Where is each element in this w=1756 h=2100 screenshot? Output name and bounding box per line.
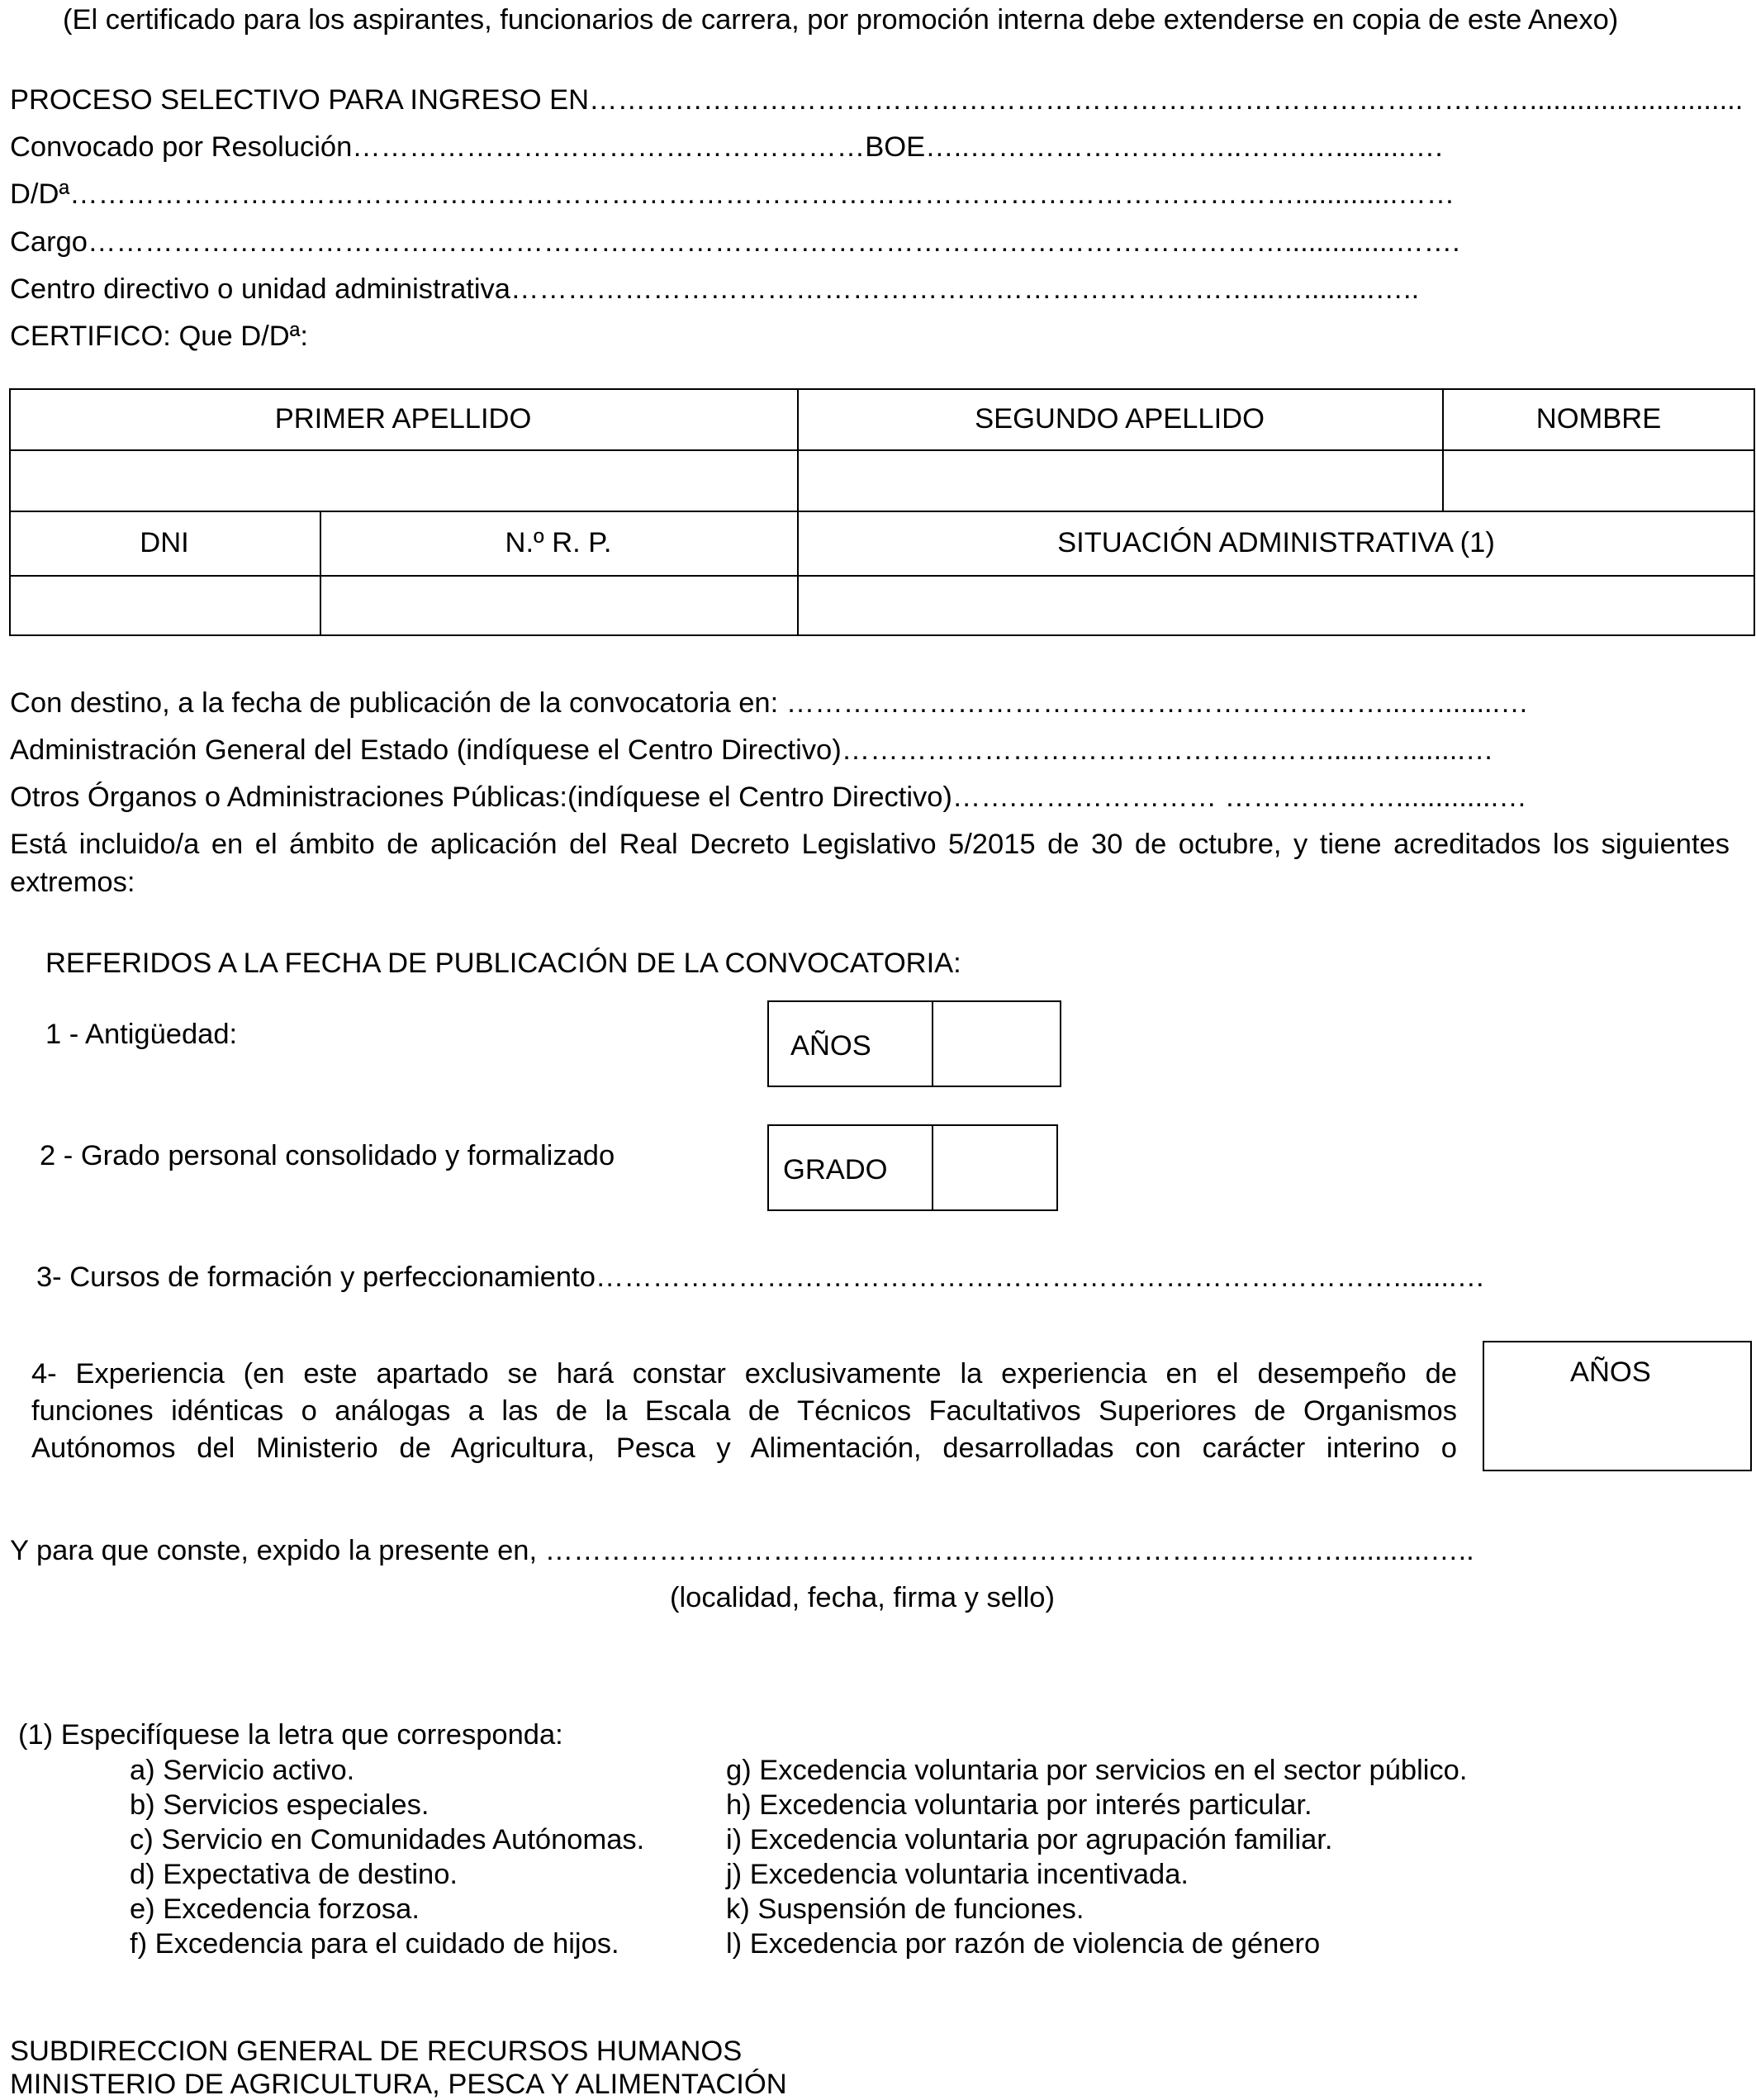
dda-field: D/Dª………………………………………………………………………………………………………………….............…… (10, 178, 1455, 210)
segundo-apellido-cell[interactable] (797, 449, 1442, 511)
nombre-header: NOMBRE (1535, 402, 1662, 435)
situacion-administrativa-header: SITUACIÓN ADMINISTRATIVA (1) (1057, 526, 1495, 558)
incluido-paragraph-line2: extremos: (10, 867, 135, 898)
referidos-title: REFERIDOS A LA FECHA DE PUBLICACIÓN DE LA CONVOCATORIA: (45, 948, 961, 979)
dni-cell[interactable] (9, 575, 320, 636)
experiencia-line3: Autónomos del Ministerio de Agricultura, Pesca y Alimentación, desarrolladas con carácter interino o (31, 1432, 1457, 1464)
primer-apellido-header: PRIMER APELLIDO (274, 402, 532, 435)
list-item: k) Suspensión de funciones. (726, 1893, 1084, 1925)
list-item: a) Servicio activo. (130, 1755, 355, 1786)
list-item: h) Excedencia voluntaria por interés particular. (726, 1789, 1312, 1821)
otros-organos-line: Otros Órganos o Administraciones Públicas:(indíquese el Centro Directivo)…….………………… ……………….............… (10, 782, 1527, 813)
footnote-title: (1) Especifíquese la letra que corresponda: (18, 1719, 563, 1751)
list-item: j) Excedencia voluntaria incentivada. (726, 1859, 1189, 1890)
nombre-cell[interactable] (1442, 449, 1755, 511)
destino-line: Con destino, a la fecha de publicación de la convocatoria en: ………………………………………………………...…........… (10, 687, 1529, 719)
list-item: e) Excedencia forzosa. (130, 1893, 420, 1925)
list-item: d) Expectativa de destino. (130, 1859, 458, 1890)
list-item: i) Excedencia voluntaria por agrupación familiar. (726, 1824, 1333, 1855)
experiencia-anos-label: AÑOS (1570, 1356, 1651, 1388)
nrp-header: N.º R. P. (505, 526, 612, 558)
list-item: f) Excedencia para el cuidado de hijos. (130, 1928, 619, 1960)
ministerio-line: MINISTERIO DE AGRICULTURA, PESCA Y ALIMENTACIÓN (10, 2069, 787, 2100)
convocado-field: Convocado por Resolución………………………………………………BOE…..………………………..…….….........…. (10, 131, 1443, 163)
certifico-label: CERTIFICO: Que D/Dª: (10, 321, 309, 352)
grado-box-label: GRADO (783, 1154, 888, 1185)
centro-directivo-field: Centro directivo o unidad administrativa……………………………………………………………………...….........….. (10, 273, 1420, 305)
segundo-apellido-header: SEGUNDO APELLIDO (975, 402, 1265, 435)
experiencia-line2: funciones idénticas o análogas a las de la Escala de Técnicos Facultativos Superiores de Organismos (31, 1395, 1457, 1427)
grado-label: 2 - Grado personal consolidado y formalizado (40, 1140, 615, 1171)
expido-line: Y para que conste, expido la presente en, …………………………………………………………………………...........….. (10, 1535, 1474, 1566)
situacion-administrativa-cell[interactable] (797, 575, 1755, 636)
list-item: c) Servicio en Comunidades Autónomas. (130, 1824, 645, 1855)
list-item: g) Excedencia voluntaria por servicios en el sector público. (726, 1755, 1468, 1786)
dni-header: DNI (140, 526, 189, 558)
list-item: l) Excedencia por razón de violencia de género (726, 1928, 1321, 1960)
incluido-paragraph-line1: Está incluido/a en el ámbito de aplicación del Real Decreto Legislativo 5/2015 de 30 de octubre, y tiene acreditados los siguientes (10, 829, 1730, 860)
antiguedad-label: 1 - Antigüedad: (45, 1019, 238, 1050)
list-item: b) Servicios especiales. (130, 1789, 430, 1821)
header-note: (El certificado para los aspirantes, funcionarios de carrera, por promoción interna debe extenderse en copia de este Anexo) (63, 4, 1619, 36)
experiencia-line1: 4- Experiencia (en este apartado se hará constar exclusivamente la experiencia en el desempeño de (31, 1358, 1457, 1390)
subdireccion-line: SUBDIRECCION GENERAL DE RECURSOS HUMANOS (10, 2036, 743, 2067)
proceso-selectivo-field: PROCESO SELECTIVO PARA INGRESO EN………………………………………………………………………………………........................... (10, 84, 1744, 116)
age-centro-line: Administración General del Estado (indíquese el Centro Directivo)……………………………………………......…........… (10, 734, 1494, 766)
nrp-cell[interactable] (320, 575, 797, 636)
cursos-line: 3- Cursos de formación y perfeccionamiento…………………………………………………………………………........… (36, 1261, 1486, 1293)
antiguedad-anos-value[interactable] (933, 1002, 1060, 1086)
cargo-field: Cargo………………………………………………………………………………………………………………..............……. (10, 226, 1460, 258)
anos-label: AÑOS (790, 1030, 871, 1062)
primer-apellido-cell[interactable] (9, 449, 797, 511)
grado-value[interactable] (933, 1126, 1056, 1209)
firma-caption: (localidad, fecha, firma y sello) (670, 1582, 1055, 1613)
